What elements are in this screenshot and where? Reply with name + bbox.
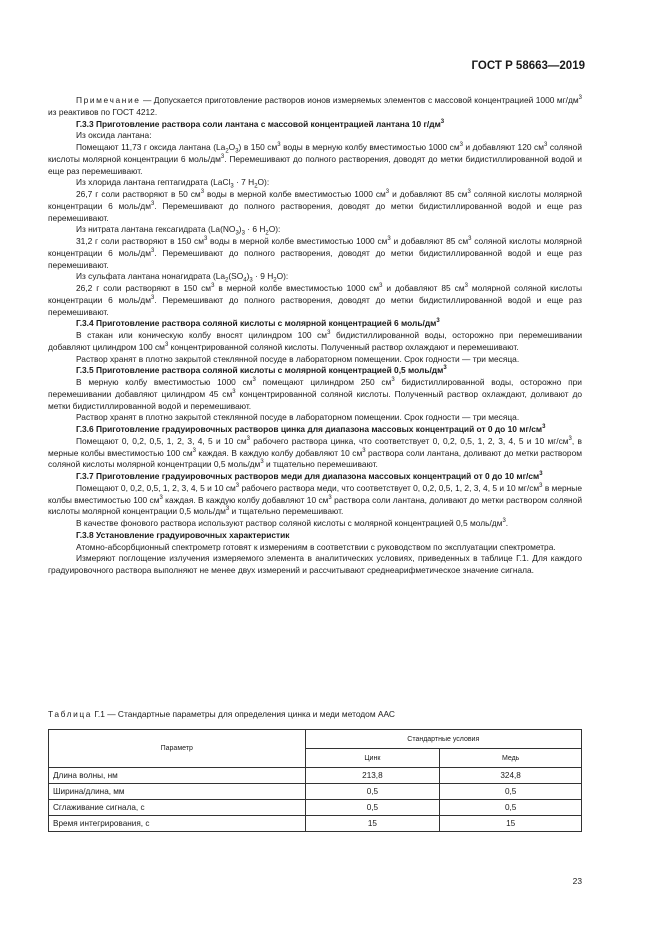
zinc-cell: 0,5 — [305, 800, 440, 816]
nitrate-label: Из нитрата лантана гексагидрата ($La(NO_3)_3 \cdot 6$ $H_2O$): — [76, 224, 281, 237]
standard-header: ГОСТ Р 58663—2019 — [471, 60, 585, 72]
zinc-cell: 0,5 — [305, 784, 440, 800]
chloride-label: Из хлорида лантана гептагидрата (LaCl$_3$ · 7 $H_2O$): — [76, 177, 270, 190]
copper-cell: 15 — [440, 816, 582, 832]
header-standard-conditions: Стандартные условия — [305, 730, 581, 749]
header-zinc: Цинк — [305, 749, 440, 768]
table-caption: Таблица Г.1 — Стандартные параметры для определения цинка и меди методом ААС — [48, 709, 395, 719]
g37-paragraph-2: В качестве фонового раствора используют раствор соляной кислоты с молярной концентрацией 0,5 моль/$дм^3$. — [76, 518, 509, 528]
copper-cell: 0,5 — [440, 800, 582, 816]
copper-cell: 0,5 — [440, 784, 582, 800]
parameters-table — [48, 729, 582, 832]
sulfate-paragraph: 26,2 г соли растворяют в 150 $см^3$ в мерной колбе вместимостью 1000 $см^3$ и добавляют 85 $см^3$ молярной соляной кислоты концентрации 6 моль/$дм^3$. Перемешивают до полного растворения, доводят до метки бидистиллированной водой и еще раз перемешивают. — [48, 283, 583, 317]
table-row — [49, 784, 582, 800]
document-body — [48, 95, 582, 577]
section-heading-g36: Г.3.6 Приготовление градуировочных растворов цинка для диапазона массовых концентраций от 0 до 10 $мг/см^3$ — [76, 424, 546, 434]
page-number: 23 — [572, 876, 582, 886]
param-cell: Время интегрирования, с — [49, 816, 306, 832]
table-caption-label: Таблица — [48, 709, 93, 719]
table-row — [49, 816, 582, 832]
header-copper: Медь — [440, 749, 582, 768]
g34-paragraph-2: Раствор хранят в плотно закрытой стеклянной посуде в лабораторном помещении. Срок годности — три месяца. — [76, 353, 520, 364]
g34-paragraph-1: В стакан или коническую колбу вносят цилиндром 100 $см^3$ бидистиллированной воды, осторожно при перемешивании добавляют цилиндром 100 $см^3$ концентрированной соляной кислоты. Полученный раствор охлаждают и перемешивают. — [48, 330, 582, 352]
section-heading-g38: Г.3.8 Установление градуировочных характеристик — [76, 529, 290, 540]
param-cell: Ширина/длина, мм — [49, 784, 306, 800]
zinc-cell: 15 — [305, 816, 440, 832]
zinc-cell: 213,8 — [305, 768, 440, 784]
section-heading-g33: Г.3.3 Приготовление раствора соли лантана с массовой концентрацией лантана 10 $г/дм^3$ — [76, 118, 445, 129]
param-cell: Длина волны, нм — [49, 768, 306, 784]
g37-paragraph-1: Помещают 0, 0,2, 0,5, 1, 2, 3, 4, 5 и 10 $см^3$ рабочего раствора меди, что соответствует 0, 0,2, 0,5, 1, 2, 3, 4, 5 и 10 $мг/см^3$ в мерные колбы вместимостью 100 $см^3$ каждая. В каждую колбу добавляют 10 $см^3$ раствора соли лантана, доливают до метки раствором соляной кислоты молярной концентрации 0,5 моль/$дм^3$ и тщательно перемешивают. — [48, 482, 583, 517]
g35-paragraph-1: В мерную колбу вместимостью 1000 $см^3$ помещают цилиндром 250 $см^3$ бидистиллированной воды, осторожно при перемешивании добавляют цилиндром 45 $см^3$ концентрированной соляной кислоты. Полученный раствор охлаждают, доливают до метки бидистиллированной водой и перемешивают. — [48, 377, 582, 411]
g36-paragraph-1: Помещают 0, 0,2, 0,5, 1, 2, 3, 4, 5 и 10 $см^3$ рабочего раствора цинка, что соответствует 0, 0,2, 0,5, 1, 2, 3, 4, 5 и 10 $мг/см^3$, в мерные колбы вместимостью 100 $см^3$ каждая. В каждую колбу добавляют 10 $см^3$ раствора соли лантана, доливают до метки раствором соляной кислоты молярной концентрации 0,5 моль/$дм^3$ и тщательно перемешивают. — [48, 435, 583, 470]
note-paragraph: Примечание — Допускается приготовление растворов ионов измеряемых элементов с массовой концентрацией 1000 $мг/дм^3$ из реактивов по ГОСТ 4212. — [48, 95, 582, 117]
chloride-paragraph: 26,7 г соли растворяют в 50 $см^3$ воды в мерной колбе вместимостью 1000 $см^3$ и добавляют 85 $см^3$ соляной кислоты молярной концентрации 6 моль/$дм^3$. Перемешивают до полного растворения, доводят до метки бидистиллированной водой и еще раз перемешивают. — [48, 189, 583, 223]
oxide-paragraph: Помещают 11,73 г оксида лантана $(La_2O_3)$ в 150 $см^3$ воды в мерную колбу вместимостью 1000 $см^3$ и добавляют 120 $см^3$ соляной кислоты молярной концентрации 6 моль/$дм^3$. Перемешивают до полного растворения, доводят до метки бидистиллированной водой и еще раз перемешивают. — [48, 142, 582, 176]
g38-paragraph-1: Атомно-абсорбционный спектрометр готовят к измерениям в соответствии с руководством по эксплуатации спектрометра. — [76, 541, 556, 552]
section-heading-g35: Г.3.5 Приготовление раствора соляной кислоты с молярной концентрацией 0,5 моль/$дм^3$ — [76, 365, 447, 376]
copper-cell: 324,8 — [440, 768, 582, 784]
header-parameter: Параметр — [49, 730, 306, 768]
section-heading-g34: Г.3.4 Приготовление раствора соляной кислоты с молярной концентрацией 6 моль/$дм^3$ — [76, 318, 440, 329]
sulfate-label: Из сульфата лантана нонагидрата ($La_2(SO_4)_3 \cdot 9$ $H_2O$): — [76, 271, 289, 284]
oxide-label: Из оксида лантана: — [76, 130, 152, 141]
g35-paragraph-2: Раствор хранят в плотно закрытой стеклянной посуде в лабораторном помещении. Срок годности — три месяца. — [76, 412, 520, 423]
note-label: Примечание — [76, 95, 141, 105]
g38-paragraph-2: Измеряют поглощение излучения измеряемого элемента в аналитических условиях, приведенных в таблице Г.1. Для каждого градуировочного раствора выполняют не менее двух измерений и рассчитывают среднеарифметическое значение сигнала. — [48, 553, 582, 575]
table-row — [49, 768, 582, 784]
section-heading-g37: Г.3.7 Приготовление градуировочных растворов меди для диапазона массовых концентраций от 0 до 10 $мг/см^3$ — [76, 471, 543, 481]
param-cell: Сглаживание сигнала, с — [49, 800, 306, 816]
nitrate-paragraph: 31,2 г соли растворяют в 150 $см^3$ воды в мерной колбе вместимостью 1000 $см^3$ и добавляют 85 $см^3$ соляной кислоты молярной концентрации 6 моль/$дм^3$. Перемешивают до полного растворения, доводят до метки бидистиллированной водой и еще раз перемешивают. — [48, 236, 582, 270]
table-row — [49, 800, 582, 816]
